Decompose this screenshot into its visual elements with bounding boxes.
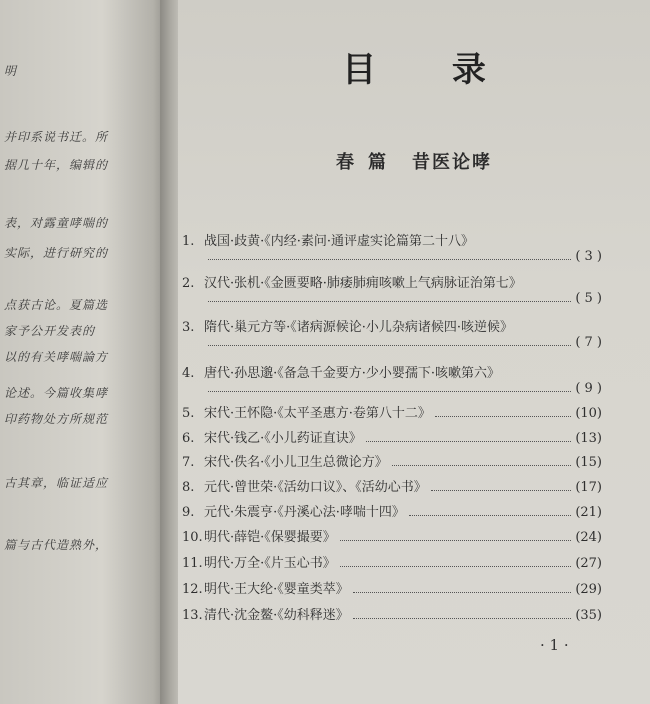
toc-number: 7. (182, 455, 195, 470)
dot-leader (340, 558, 572, 567)
toc-number: 2. (182, 276, 195, 291)
toc-page-number: ( 7 ) (575, 335, 602, 350)
dot-leader (340, 532, 572, 541)
toc-title: 明代·王大纶·《婴童类萃》 (204, 582, 349, 597)
dot-leader (435, 408, 571, 417)
left-page-line: 印药物处方所规范 (4, 412, 109, 426)
toc-entry[interactable] (182, 272, 602, 306)
toc-title: 明代·万全·《片玉心书》 (204, 556, 336, 571)
dot-leader (208, 337, 571, 346)
toc-page-number: ( 5 ) (575, 291, 602, 306)
toc-title: 明代·薛铠·《保婴撮要》 (204, 530, 336, 545)
toc-title: 宋代·王怀隐·《太平圣惠方·卷第八十二》 (204, 406, 431, 421)
toc-entry[interactable] (182, 552, 602, 571)
toc-page-number: (27) (575, 556, 602, 571)
left-page-line: 以的有关哮喘論方 (4, 350, 109, 364)
toc-page-number: (13) (575, 431, 602, 446)
toc-entry[interactable] (182, 402, 602, 421)
toc-title: 唐代·孙思邈·《备急千金要方·少小婴孺下·咳嗽第六》 (204, 366, 501, 381)
toc-entry[interactable] (182, 451, 602, 470)
dot-leader (431, 482, 572, 491)
section-heading (178, 148, 650, 174)
toc-entry[interactable] (182, 362, 602, 396)
left-page-line: 实际，进行研究的 (4, 246, 109, 260)
left-page-line: 据几十年，编辑的 (4, 158, 109, 172)
toc-title: 隋代·巢元方等·《诸病源候论·小儿杂病诸候四·咳逆候》 (204, 320, 514, 335)
toc-page-number: ( 9 ) (575, 381, 602, 396)
dot-leader (208, 383, 571, 392)
toc-number: 4. (182, 366, 195, 381)
toc-number: 9. (182, 505, 195, 520)
toc-entry[interactable] (182, 526, 602, 545)
toc-entry[interactable] (182, 427, 602, 446)
toc-number: 3. (182, 320, 195, 335)
toc-page-number: (15) (575, 455, 602, 470)
left-page-line: 点获古论。夏篇选 (4, 298, 109, 312)
toc-number: 13. (182, 608, 203, 623)
toc-title: 汉代·张机·《金匮要略·肺痿肺痈咳嗽上气病脉证治第七》 (204, 276, 522, 291)
toc-entry[interactable] (182, 501, 602, 520)
left-page (0, 0, 170, 704)
dot-leader (208, 293, 571, 302)
toc-title: 战国·歧黄·《内经·素问·通评虚实论篇第二十八》 (204, 234, 475, 249)
dot-leader (409, 507, 571, 516)
toc-number: 10. (182, 530, 203, 545)
toc-page-number: (21) (575, 505, 602, 520)
toc-entry[interactable] (182, 476, 602, 495)
section-part: 春 (336, 152, 356, 173)
left-page-line: 并印系说书迁。所 (4, 130, 109, 144)
dot-leader (208, 251, 571, 260)
toc-page-number: (29) (575, 582, 602, 597)
toc-entry[interactable] (182, 604, 602, 623)
section-name: 昔医论哮 (412, 152, 492, 173)
toc-title: 宋代·佚名·《小儿卫生总微论方》 (204, 455, 388, 470)
page-title: 目 录 (342, 50, 518, 90)
toc-number: 12. (182, 582, 203, 597)
page-number: · 1 · (540, 636, 569, 654)
toc-number: 11. (182, 556, 203, 571)
toc-title: 宋代·钱乙·《小儿药证直诀》 (204, 431, 362, 446)
toc-number: 6. (182, 431, 195, 446)
toc-page-number: (10) (575, 406, 602, 421)
dot-leader (353, 584, 572, 593)
left-page-line: 篇与古代造熟外， (4, 538, 109, 552)
toc-entry[interactable] (182, 316, 602, 350)
toc-page-number: (24) (575, 530, 602, 545)
left-page-line: 古其章，临证适应 (4, 476, 109, 490)
dot-leader (392, 457, 572, 466)
toc-number: 8. (182, 480, 195, 495)
left-page-line: 明 (4, 64, 18, 78)
dot-leader (366, 433, 572, 442)
toc-title: 元代·曾世荣·《活幼口议》、《活幼心书》 (204, 480, 427, 495)
left-page-line: 表，对露童哮喘的 (4, 216, 109, 230)
toc-page-number: (17) (575, 480, 602, 495)
toc-entry[interactable] (182, 578, 602, 597)
toc-entry[interactable] (182, 230, 602, 264)
left-page-line: 家予公开发表的 (4, 324, 96, 338)
toc-page (178, 0, 650, 704)
dot-leader (353, 610, 572, 619)
toc-title: 元代·朱震亨·《丹溪心法·哮喘十四》 (204, 505, 405, 520)
left-page-line: 论述。今篇收集哮 (4, 386, 109, 400)
toc-page-number: ( 3 ) (575, 249, 602, 264)
section-part: 篇 (368, 152, 388, 173)
toc-page-number: (35) (575, 608, 602, 623)
toc-title: 清代·沈金鳌·《幼科释迷》 (204, 608, 349, 623)
toc-number: 1. (182, 234, 195, 249)
toc-number: 5. (182, 406, 195, 421)
